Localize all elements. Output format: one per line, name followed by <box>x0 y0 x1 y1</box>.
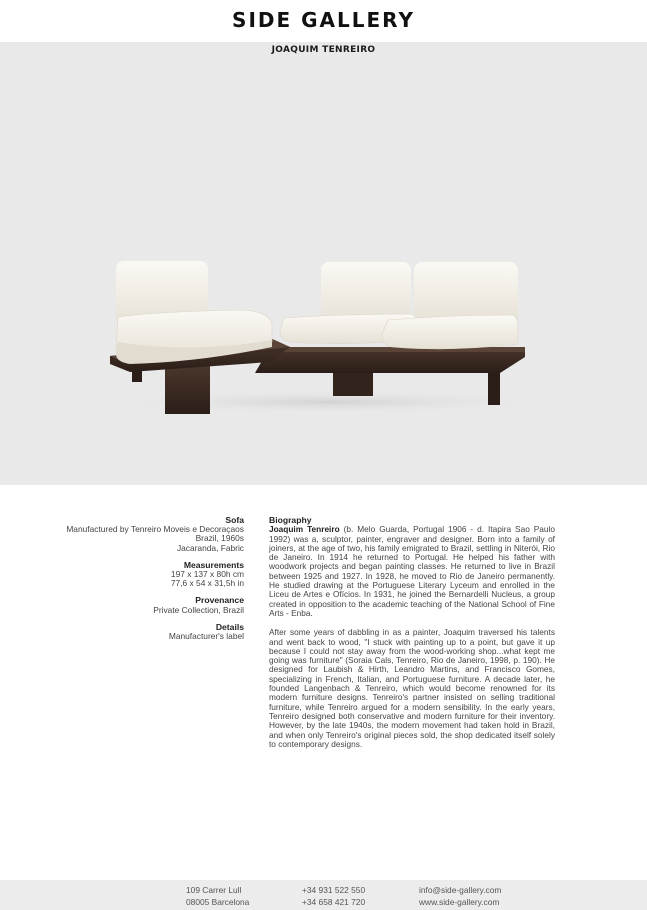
photo-area <box>0 42 647 485</box>
biography-heading: Biography <box>269 515 312 525</box>
footer-contact <box>419 884 501 908</box>
gallery-logo: SIDE GALLERY <box>232 8 415 32</box>
details-line: Manufacturer's label <box>168 631 244 642</box>
address-line: 08005 Barcelona <box>186 897 250 907</box>
artist-title: JOAQUIM TENREIRO <box>271 45 376 55</box>
item-heading: Sofa <box>225 515 244 525</box>
email-link[interactable]: info@side-gallery.com <box>419 885 502 895</box>
provenance-heading: Provenance <box>195 595 244 606</box>
measurement-line: 77,6 x 54 x 31,5h in <box>170 578 244 589</box>
website-link[interactable]: www.side-gallery.com <box>419 897 500 907</box>
phone-link[interactable]: +34 658 421 720 <box>302 897 366 907</box>
item-line: Manufactured by Tenreiro Moveis e Decoraçaos <box>66 524 244 535</box>
details-heading: Details <box>215 621 244 632</box>
phone-link[interactable]: +34 931 522 550 <box>302 885 366 895</box>
biography-name: Joaquim Tenreiro <box>269 524 340 535</box>
measurement-line: 197 x 137 x 80h cm <box>170 569 244 580</box>
biography-paragraph-1 <box>269 525 555 618</box>
provenance-line: Private Collection, Brazil <box>153 604 244 615</box>
sofa-image <box>0 42 647 485</box>
footer-phones <box>302 884 365 908</box>
biography <box>269 516 555 759</box>
biography-text: (b. Melo Guarda, Portugal 1906 - d. Itapira Sao Paulo 1992) was a, sculptor, painter, engraver and designer. Born into a family of joiners, at the age of two, his family emigrated to Brazil, settling in Niterói, Rio de Janeiro. In 1914 he returned to Portugal. He helped his father with woodwork projects and began painting classes. He returned to live in Brazil between 1925 and 1927. In 1928, he moved to Rio de Janeiro permanently. He studied drawing at the Portuguese Literary Lyceum and enrolled in the Liceu de Artes e Ofícios. In 1931, he joined the Bernardelli Nucleus, a group created in opposition to the academic teaching of the National School of Fine Arts - Enba. <box>269 524 555 618</box>
item-details <box>30 516 244 649</box>
footer <box>0 880 647 910</box>
biography-paragraph-2: After some years of dabbling in as a painter, Joaquim traversed his talents and went back to wood, "I stuck with painting up to a point, but gave it up because I could not stay away from the wood-working shop...what kept me going was furniture" (Soraia Cals, Tenreiro, Rio de Janeiro, 1998, p. 190). He designed for Laubish & Hirth, Leandro Martins, and Francisco Gomes, specializing in French, Italian, and Portuguese furniture. A decade later, he founded Langenbach & Tenreiro, which would become renowned for its modern furniture designs. Tenreiro's partner insisted on selling traditional furniture, while Tenreiro argued for a modern sensibility. In the early years, Tenreiro designed both conservative and modern furniture for their inventory. However, by the late 1940s, the modern movement had taken hold in Brazil, and when only Tenreiro's original pieces sold, the shop dedicated itself solely to contemporary designs. <box>269 627 555 749</box>
item-line: Jacaranda, Fabric <box>176 542 244 553</box>
measurements-heading: Measurements <box>183 559 244 570</box>
address-line: 109 Carrer Lull <box>186 885 242 895</box>
footer-address <box>186 884 249 908</box>
item-line: Brazil, 1960s <box>195 533 244 544</box>
